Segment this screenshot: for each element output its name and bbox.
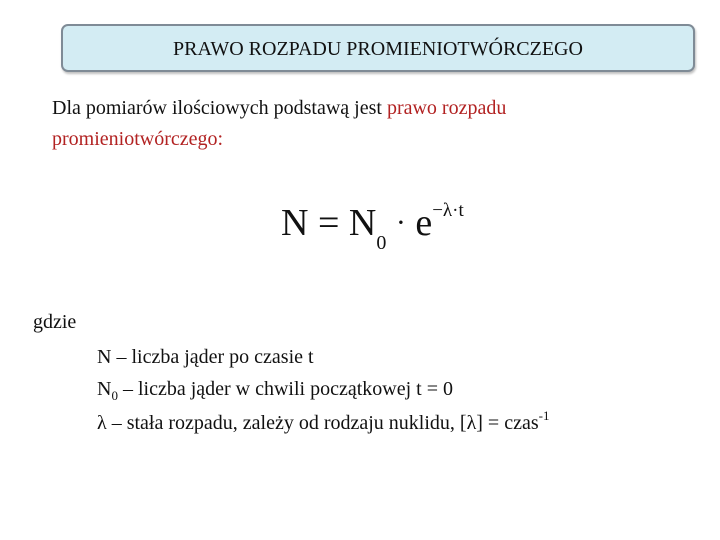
formula-dot: · (395, 206, 406, 239)
decay-law-formula (281, 200, 464, 254)
definition-text: – stała rozpadu, zależy od rodzaju nuklidu, [λ] = czas (106, 412, 539, 434)
slide-title: PRAWO ROZPADU PROMIENIOTWÓRCZEGO (173, 38, 583, 60)
definition-item (97, 373, 549, 407)
intro-lead-text: Dla pomiarów ilościowych podstawą jest (52, 97, 387, 119)
formula-n0-subscript: 0 (376, 232, 387, 254)
formula-lhs: N (281, 202, 309, 244)
definition-item (97, 407, 549, 441)
definitions-list (97, 341, 549, 441)
definition-symbol: N (97, 378, 112, 400)
definition-superscript: -1 (538, 408, 550, 423)
definition-text: – liczba jąder po czasie t (111, 346, 314, 368)
intro-highlight-line2: promieniotwórczego: (52, 128, 224, 150)
formula-e: e (415, 202, 433, 244)
intro-paragraph (52, 93, 672, 155)
formula-equals: = (317, 202, 340, 244)
where-label: gdzie (33, 311, 77, 333)
definition-subscript: 0 (111, 388, 118, 403)
definition-text: – liczba jąder w chwili początkowej t = 0 (117, 378, 454, 400)
formula-n0-base: N (348, 202, 377, 244)
definition-symbol: λ (97, 412, 107, 434)
formula-exponent: −λ·t (432, 200, 464, 221)
intro-highlight-line1: prawo rozpadu (386, 97, 507, 119)
definition-item (97, 341, 549, 373)
definition-symbol: N (97, 346, 112, 368)
title-box (61, 24, 695, 72)
